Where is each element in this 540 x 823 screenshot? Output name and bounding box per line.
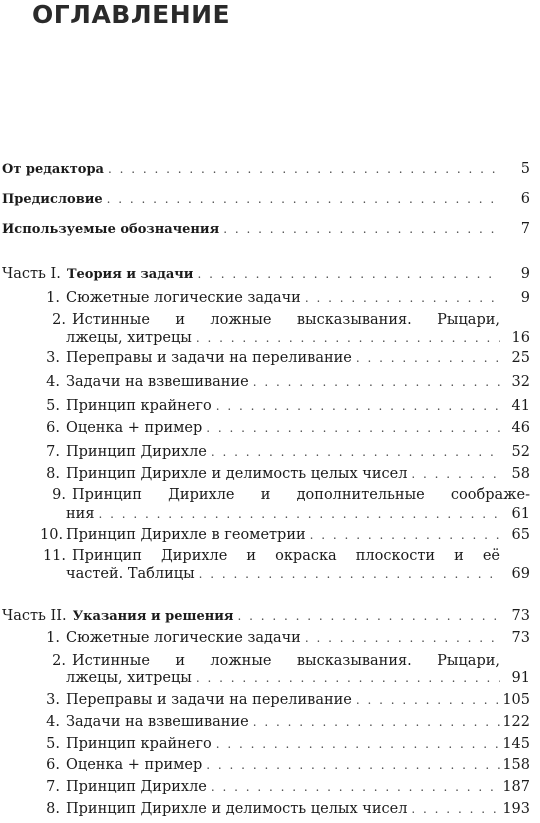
toc-entry-title: От редактора xyxy=(2,162,104,177)
toc-entry-title: ния xyxy=(66,506,95,522)
toc-page-number: 122 xyxy=(502,714,530,730)
toc-entry[interactable] xyxy=(2,159,530,179)
toc-entry-title-line[interactable]: Истинные и ложные высказывания. Рыцари, xyxy=(72,312,500,328)
toc-entry-title: частей. Таблицы xyxy=(66,566,195,582)
toc-page-number: 187 xyxy=(502,779,530,795)
part-prefix: Часть II. xyxy=(2,608,67,624)
toc-part-heading[interactable] xyxy=(2,264,530,284)
toc-page-number: 46 xyxy=(511,420,530,436)
entry-number: 1. xyxy=(46,630,60,646)
toc-page-number: 7 xyxy=(520,221,530,237)
dot-leader xyxy=(233,606,500,626)
dot-leader xyxy=(249,372,500,392)
toc-entry-title: Принцип Дирихле и делимость целых чисел xyxy=(66,466,408,482)
dot-leader xyxy=(249,712,500,732)
entry-number: 7. xyxy=(46,779,60,795)
toc-entry[interactable] xyxy=(40,734,530,754)
toc-page-number: 9 xyxy=(520,266,530,282)
entry-number: 2. xyxy=(52,653,66,669)
part-prefix: Часть I. xyxy=(2,266,61,282)
dot-leader xyxy=(202,418,500,438)
toc-page-number: 91 xyxy=(511,670,530,686)
toc-page-number: 61 xyxy=(511,506,530,522)
entry-number: 8. xyxy=(46,466,60,482)
toc-entry[interactable] xyxy=(40,755,530,775)
toc-part-heading[interactable] xyxy=(2,606,530,626)
part-title: Указания и решения xyxy=(72,609,234,624)
dot-leader xyxy=(94,504,500,524)
toc-entry[interactable] xyxy=(40,777,530,797)
toc-page-number: 16 xyxy=(511,330,530,346)
dot-leader xyxy=(301,628,500,648)
toc-page-number: 73 xyxy=(511,630,530,646)
toc-page-number: 32 xyxy=(511,374,530,390)
toc-page-number: 65 xyxy=(511,527,530,543)
toc-page-number: 6 xyxy=(520,191,530,207)
toc-entry-title: Принцип Дирихле и делимость целых чисел xyxy=(66,801,408,817)
toc-entry[interactable] xyxy=(40,442,530,462)
dot-leader xyxy=(207,777,500,797)
dot-leader xyxy=(192,668,500,688)
toc-entry-title: Принцип Дирихле xyxy=(66,779,207,795)
toc-entry-title: Оценка + пример xyxy=(66,420,203,436)
toc-entry-title: Переправы и задачи на переливание xyxy=(66,350,352,366)
toc-entry-title: Переправы и задачи на переливание xyxy=(66,692,352,708)
toc-page-number: 193 xyxy=(502,801,530,817)
part-title: Теория и задачи xyxy=(66,267,194,282)
toc-entry-title: Принцип крайнего xyxy=(66,398,212,414)
toc-entry-title-line[interactable]: Истинные и ложные высказывания. Рыцари, xyxy=(72,653,500,669)
toc-entry[interactable] xyxy=(40,504,530,524)
dot-leader xyxy=(407,464,500,484)
dot-leader xyxy=(301,288,500,308)
dot-leader xyxy=(202,755,500,775)
toc-entry[interactable] xyxy=(40,396,530,416)
toc-entry[interactable] xyxy=(2,189,530,209)
toc-entry-title-line[interactable]: Принцип Дирихле и дополнительные соображе- xyxy=(72,487,530,503)
toc-entry[interactable] xyxy=(40,372,530,392)
dot-leader xyxy=(193,264,500,284)
dot-leader xyxy=(212,396,500,416)
toc-page-number: 145 xyxy=(502,736,530,752)
dot-leader xyxy=(212,734,500,754)
dot-leader xyxy=(306,525,500,545)
entry-number: 1. xyxy=(46,290,60,306)
entry-number: 11. xyxy=(42,548,66,564)
toc-entry-title: Предисловие xyxy=(2,192,103,207)
toc-entry[interactable] xyxy=(40,564,530,584)
dot-leader xyxy=(195,564,500,584)
entry-number: 5. xyxy=(46,736,60,752)
entry-number: 7. xyxy=(46,444,60,460)
toc-entry-title-line[interactable]: Принцип Дирихле и окраска плоскости и её xyxy=(72,548,500,564)
toc-entry[interactable] xyxy=(40,328,530,348)
toc-entry[interactable] xyxy=(40,288,530,308)
toc-page-number: 158 xyxy=(502,757,530,773)
entry-number: 4. xyxy=(46,714,60,730)
entry-number: 6. xyxy=(46,757,60,773)
dot-leader xyxy=(352,690,500,710)
entry-number: 10. xyxy=(40,527,64,543)
toc-entry[interactable] xyxy=(40,690,530,710)
dot-leader xyxy=(104,159,500,179)
entry-number: 4. xyxy=(46,374,60,390)
toc-page-number: 105 xyxy=(502,692,530,708)
entry-number: 9. xyxy=(52,487,66,503)
page-title: ОГЛАВЛЕНИЕ xyxy=(32,0,231,29)
toc-entry[interactable] xyxy=(40,418,530,438)
dot-leader xyxy=(407,799,500,819)
toc-entry[interactable] xyxy=(2,219,530,239)
toc-entry[interactable] xyxy=(40,628,530,648)
toc-entry[interactable] xyxy=(40,799,530,819)
toc-entry-title: Сюжетные логические задачи xyxy=(66,630,301,646)
toc-page-number: 52 xyxy=(511,444,530,460)
toc-entry[interactable] xyxy=(40,525,530,545)
dot-leader xyxy=(103,189,500,209)
toc-entry-title: Принцип крайнего xyxy=(66,736,212,752)
toc-entry-title: лжецы, хитрецы xyxy=(66,670,192,686)
toc-page-number: 58 xyxy=(511,466,530,482)
entry-number: 3. xyxy=(46,350,60,366)
entry-number: 2. xyxy=(52,312,66,328)
toc-page-number: 41 xyxy=(511,398,530,414)
toc-page-number: 73 xyxy=(511,608,530,624)
toc-page-number: 69 xyxy=(511,566,530,582)
toc-entry-title: Принцип Дирихле в геометрии xyxy=(66,527,306,543)
toc-entry[interactable] xyxy=(40,348,530,368)
toc-page-number: 9 xyxy=(520,290,530,306)
toc-entry-title: Используемые обозначения xyxy=(2,222,220,237)
toc-page-number: 5 xyxy=(520,161,530,177)
toc-entry-title: Задачи на взвешивание xyxy=(66,714,249,730)
entry-number: 3. xyxy=(46,692,60,708)
dot-leader xyxy=(192,328,500,348)
toc-entry[interactable] xyxy=(40,464,530,484)
toc-entry[interactable] xyxy=(40,712,530,732)
toc-entry-title: Оценка + пример xyxy=(66,757,203,773)
toc-entry-title: Принцип Дирихле xyxy=(66,444,207,460)
toc-entry-title: лжецы, хитрецы xyxy=(66,330,192,346)
toc-entry-title: Задачи на взвешивание xyxy=(66,374,249,390)
toc-page-number: 25 xyxy=(511,350,530,366)
toc-entry[interactable] xyxy=(40,668,530,688)
dot-leader xyxy=(207,442,500,462)
entry-number: 8. xyxy=(46,801,60,817)
dot-leader xyxy=(219,219,500,239)
dot-leader xyxy=(352,348,500,368)
entry-number: 5. xyxy=(46,398,60,414)
entry-number: 6. xyxy=(46,420,60,436)
toc-entry-title: Сюжетные логические задачи xyxy=(66,290,301,306)
